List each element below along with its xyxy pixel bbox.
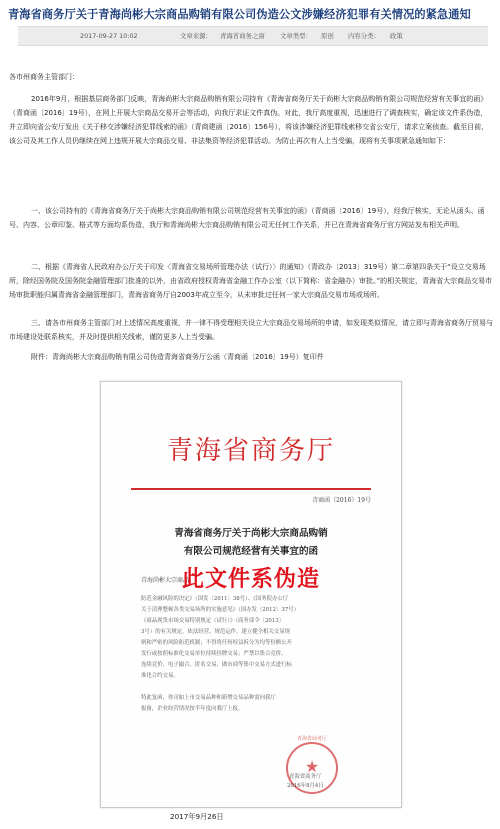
forged-overlay-stamp: 此文件系伪造: [181, 567, 320, 592]
scan-doc-number: 青商函（2016）19号: [312, 497, 371, 504]
source-value: 青海省商务之窗: [220, 32, 265, 40]
scan-body-line: 连续竞价、电子撮合、匿名交易、做市商等集中交易方式进行标: [141, 662, 292, 668]
type-value: 原创: [321, 32, 334, 40]
scan-addressee: 青海尚彬大宗商品: [141, 577, 190, 584]
publish-datetime: 2017-09-27 10:02: [80, 32, 138, 40]
scan-letterhead: 青海省商务厅: [166, 436, 335, 466]
type-label: 文章类型：: [280, 32, 312, 40]
scan-body-line: 防范金融风险的决定》（国发〔2011〕38号）、《国务院办公厅: [141, 596, 289, 602]
scan-body-line: 报备，企业经营情况按半年度向我厅上报。: [141, 706, 244, 712]
footer-date: 2017年9月26日: [170, 812, 224, 821]
scan-body-line: 发行或按照标准化交易单位持续挂牌交易；严禁以集合竞价、: [141, 651, 287, 657]
scan-body-line: [141, 682, 361, 693]
salutation: 各市州商务主管部门：: [9, 73, 79, 81]
attachment-note: 附件：青海尚彬大宗商品购销有限公司伪造青海省商务厅公函（青商函〔2016〕19号）复印件: [31, 353, 324, 361]
seal-star-icon: ★: [304, 757, 320, 776]
scan-body-line: 《商品现货市场交易特别规定（试行）》（商务部令〔2013〕: [141, 618, 285, 624]
scan-letter-title-line: 有限公司规范经营有关事宜的函: [183, 546, 319, 557]
paragraph-item-3: 三、请各市州商务主管部门对上述情况高度重视，并一律不得受理相关设立大宗商品交易场所的申请，如发现类似情况，请立即与青海省商务厅贸易与市场建设处联系核实，并及时提供相关线索，谨防更多人上当受骗。: [9, 319, 493, 341]
paragraph-item-2: 二、根据《青海省人民政府办公厅关于印发〈青海省交易场所管理办法（试行）〉的通知》（青政办〔2013〕319号）第二章第四条关于“设立交易场所，除经国务院及国务院金融管理部门批准的以外，由省政府授权青海省金融工作办公室（以下简称：省金融办）审批。”的相关规定，青海省大宗商品交易市场审批职能归属青海省金融管理部门，青海省商务厅自2003年成立至今，从未审批过任何一家大宗商品交易市场或场所。: [9, 263, 493, 299]
scan-body-line: 关于清理整顿各类交易场所的实施意见》（国办发〔2012〕37号）: [141, 607, 300, 613]
attachment-scan-image: [100, 381, 402, 808]
scan-signature-org: 青海省商务厅: [289, 774, 322, 780]
article-meta-bar: [18, 26, 488, 46]
scan-letter-title: [151, 525, 351, 561]
article-title: 青海省商务厅关于青海尚彬大宗商品购销有限公司伪造公文涉嫌经济犯罪有关情况的紧急通知: [8, 8, 471, 21]
scan-body-line: 准化合约交易。: [141, 673, 179, 679]
category-value: 政策: [390, 32, 403, 40]
scan-body-line: 3号）的有关规定，依法经营，规范运作，建立健全相关交易规: [141, 629, 290, 635]
source-label: 文章来源：: [180, 32, 212, 40]
scan-red-rule: [131, 488, 371, 490]
scan-letter-title-line: 青海省商务厅关于尚彬大宗商品购销: [174, 528, 328, 539]
scan-body-line: 特此复函，你司如上市交易品种和新增交易品种需向我厅: [141, 695, 276, 701]
paragraph-item-1: 一、该公司持有的《青海省商务厅关于尚彬大宗商品购销有限公司规范经营有关事宜的函》（青商函〔2016〕19号），经我厅核实，无论从函头、函号、内容、公章印鉴、格式等方面均系伪造，我厅和青海尚彬大宗商品购销有限公司无任何工作关系，并已在青海省商务厅官方网站发布相关声明。: [9, 207, 485, 229]
paragraph-intro: 2016年9月，根据基层商务部门反映，青海尚彬大宗商品购销有限公司持有《青海省商务厅关于尚彬大宗商品购销有限公司规范经营有关事宜的函》（青商函〔2016〕19号），在网上开展大宗商品交易开会等活动，向我厅求证文件真伪。对此，我厅高度重视，迅速进行了调查核实，确定该文件系伪造，并立即向省公安厅发出《关于移交涉嫌经济犯罪线索的函》（青商建函〔2016〕156号），将该涉嫌经济犯罪线索移交省公安厅，请求立案侦查。截至目前，该公司及其工作人员仍继续在网上违规开展大宗商品交易、非法集资等经济犯罪活动。为防止再次有人上当受骗，现将有关事项紧急通知如下：: [9, 95, 489, 145]
scan-signature-date: 2016年8月4日: [287, 783, 324, 789]
category-label: 内容分类：: [348, 32, 380, 40]
scan-body: [141, 594, 361, 715]
scan-body-line: 则和严密的风险防范机制；不得将任何权益拆分为均等份额公开: [141, 640, 292, 646]
seal-text: 青海省商务厅: [296, 736, 327, 742]
